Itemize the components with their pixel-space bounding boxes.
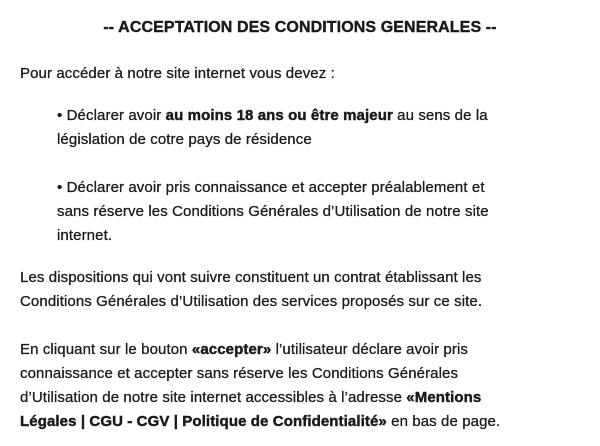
page-title: -- ACCEPTATION DES CONDITIONS GENERALES -- — [103, 19, 497, 36]
text-line — [20, 410, 580, 434]
text-line — [20, 266, 580, 290]
text-segment: en bas de page. — [386, 413, 501, 430]
paragraph-dispositions — [20, 266, 580, 314]
text-segment: En cliquant sur le bouton — [20, 341, 192, 358]
document-body — [20, 62, 580, 434]
text-segment: d’Utilisation de notre site internet accessibles à l’adresse — [20, 389, 407, 406]
emphasized-text: au moins 18 ans ou être majeur — [165, 107, 393, 124]
emphasized-text: «accepter» — [191, 341, 272, 358]
text-segment: • Déclarer avoir — [57, 107, 166, 124]
text-line — [20, 62, 580, 86]
text-segment: l’utilisateur déclare avoir pris — [271, 341, 469, 358]
text-segment: • Déclarer avoir pris connaissance et accepter préalablement et — [57, 179, 485, 196]
text-segment: internet. — [57, 227, 113, 244]
text-line — [20, 386, 580, 410]
paragraph-intro — [20, 62, 580, 86]
paragraph-bullet-cgu — [57, 176, 580, 248]
text-line — [57, 104, 580, 128]
emphasized-text: «Mentions — [406, 389, 482, 406]
text-segment: connaissance et accepter sans réserve les Conditions Générales — [20, 365, 459, 382]
text-line — [20, 290, 580, 314]
text-line — [57, 176, 580, 200]
text-line — [57, 224, 580, 248]
text-line — [20, 338, 580, 362]
text-line — [20, 362, 580, 386]
text-segment: Pour accéder à notre site internet vous devez : — [20, 65, 335, 82]
text-line — [57, 200, 580, 224]
emphasized-text: Légales | CGU - CGV | Politique de Confidentialité» — [20, 413, 387, 430]
text-segment: Conditions Générales d’Utilisation des services proposés sur ce site. — [20, 293, 483, 310]
text-line — [57, 128, 580, 152]
text-segment: législation de cotre pays de résidence — [57, 131, 312, 148]
text-segment: au sens de la — [392, 107, 488, 124]
text-segment: Les dispositions qui vont suivre constituent un contrat établissant les — [20, 269, 482, 286]
text-segment: sans réserve les Conditions Générales d’Utilisation de notre site — [57, 203, 489, 220]
paragraph-bullet-age — [57, 104, 580, 152]
paragraph-accept-clause — [20, 338, 580, 434]
